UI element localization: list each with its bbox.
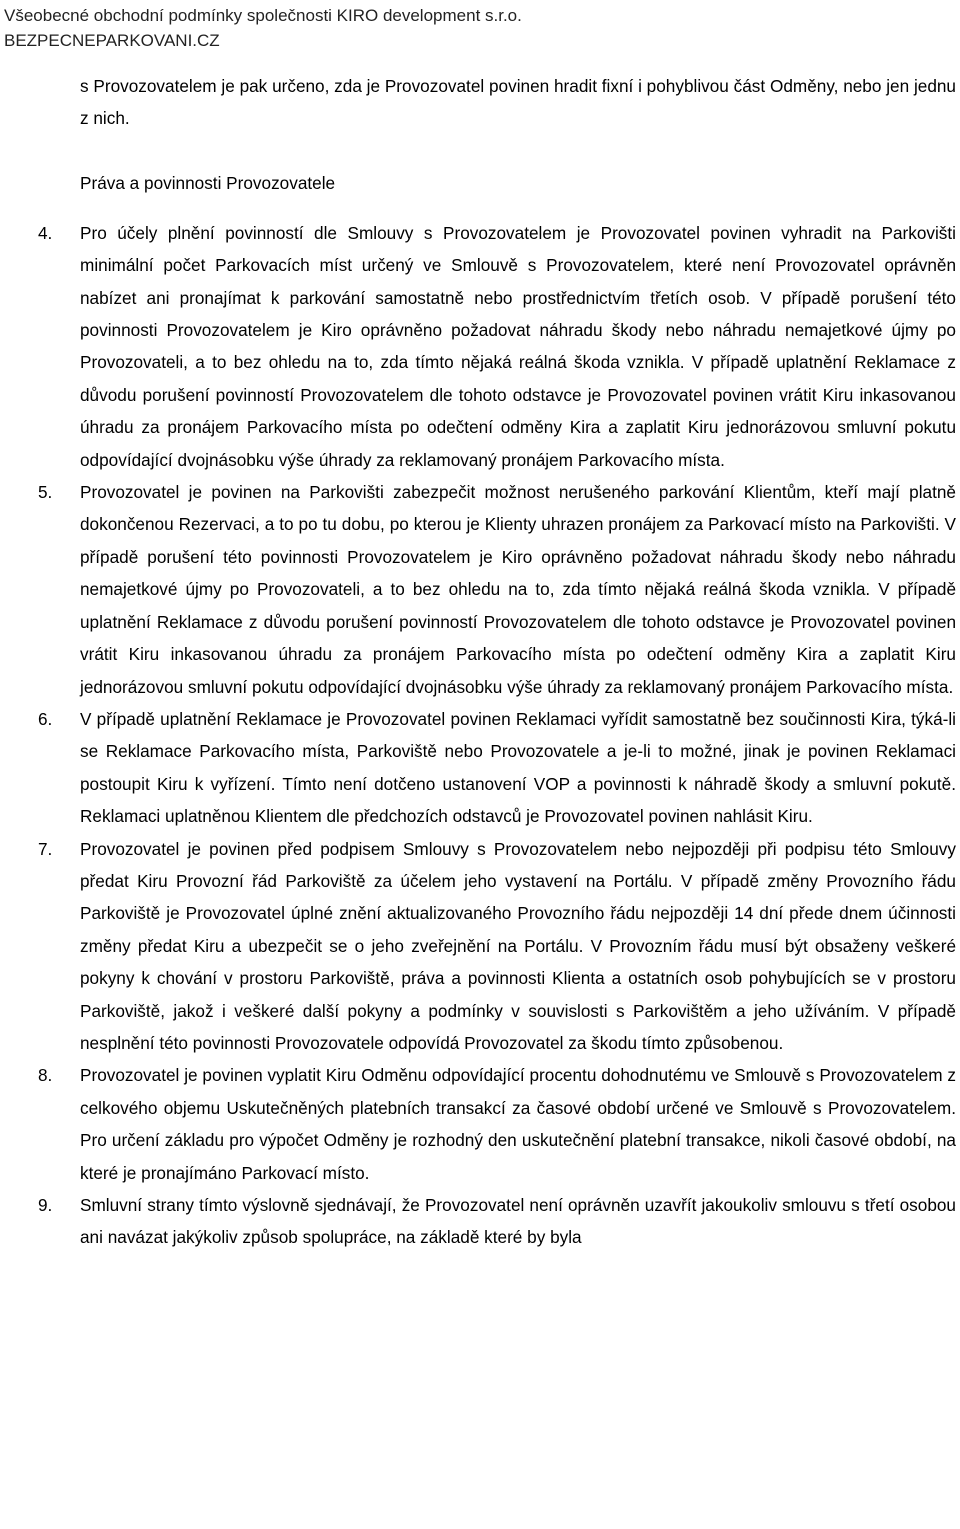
list-item <box>38 833 956 1060</box>
document-body <box>38 70 956 1254</box>
item-text: V případě uplatnění Reklamace je Provozovatel povinen Reklamaci vyřídit samostatně bez součinnosti Kira, týká-li se Reklamace Parkovacího místa, Parkoviště nebo Provozovatele a je-li to možné, jinak je povinen Reklamaci postoupit Kiru k vyřízení. Tímto není dotčeno ustanovení VOP a povinnosti k náhradě škody a smluvní pokutě. Reklamaci uplatněnou Klientem dle předchozích odstavců je Provozovatel povinen nahlásit Kiru. <box>80 708 956 827</box>
item-text: Provozovatel je povinen vyplatit Kiru Odměnu odpovídající procentu dohodnutému ve Smlouvě s Provozovatelem z celkového objemu Uskutečněných platebních transakcí za časové období určené ve Smlouvě s Provozovatelem. Pro určení základu pro výpočet Odměny je rozhodný den uskutečnění platební transakce, nikoli časové období, na které je pronajímáno Parkovací místo. <box>80 1065 956 1183</box>
header-website: BEZPECNEPARKOVANI.CZ <box>4 31 220 50</box>
list-item <box>38 1189 956 1254</box>
section-heading: Práva a povinnosti Provozovatele <box>80 172 336 193</box>
item-number: 6. <box>38 708 53 729</box>
list-item <box>38 1059 956 1189</box>
page-header <box>4 3 522 53</box>
list-item <box>38 217 956 476</box>
item-number: 4. <box>38 222 53 243</box>
header-title: Všeobecné obchodní podmínky společnosti KIRO development s.r.o. <box>4 6 522 25</box>
item-text: Provozovatel je povinen před podpisem Smlouvy s Provozovatelem nebo nejpozději při podpisu této Smlouvy předat Kiru Provozní řád Parkoviště za účelem jeho vystavení na Portálu. V případě změny Provozního řádu Parkoviště je Provozovatel úplné znění aktualizovaného Provozního řádu nejpozději 14 dní přede dnem účinnosti změny předat Kiru a ubezpečit se o jeho zveřejnění na Portálu. V Provozním řádu musí být obsaženy veškeré pokyny k chování v prostoru Parkoviště, práva a povinnosti Klienta a ostatních osob pohybujících se v prostoru Parkoviště, jakož i veškeré další pokyny a podmínky v souvislosti s Parkovištěm a jeho užíváním. V případě nesplnění této povinnosti Provozovatele odpovídá Provozovatel za škodu tímto způsobenou. <box>80 838 956 1053</box>
item-text: Provozovatel je povinen na Parkovišti zabezpečit možnost nerušeného parkování Klientům, kteří mají platně dokončenou Rezervaci, a to po tu dobu, po kterou je Klienty uhrazen pronájem za Parkovací místo na Parkovišti. V případě porušení této povinnosti Provozovatelem je Kiro oprávněno požadovat náhradu škody nebo náhradu nemajetkové újmy po Provozovateli, a to bez ohledu na to, zda tímto nějaká reálná škoda vznikla. V případě uplatnění Reklamace z důvodu porušení povinností Provozovatelem dle tohoto odstavce je Provozovatel povinen vrátit Kiru inkasovanou úhradu za pronájem Parkovacího místa po odečtení odměny Kira a zaplatit Kiru jednorázovou smluvní pokutu odpovídající dvojnásobku výše úhrady za reklamovaný pronájem Parkovacího místa. <box>80 482 956 697</box>
item-number: 8. <box>38 1065 53 1086</box>
item-number: 7. <box>38 838 53 859</box>
item-text: Smluvní strany tímto výslovně sjednávají, že Provozovatel není oprávněn uzavřít jakoukoliv smlouvu s třetí osobou ani navázat jakýkoliv způsob spolupráce, na základě které by byla <box>80 1195 956 1248</box>
intro-paragraph: s Provozovatelem je pak určeno, zda je Provozovatel povinen hradit fixní i pohyblivou část Odměny, nebo jen jednu z nich. <box>80 76 956 129</box>
item-number: 5. <box>38 482 53 503</box>
list-item <box>38 476 956 703</box>
list-item <box>38 703 956 833</box>
item-number: 9. <box>38 1195 53 1215</box>
item-text: Pro účely plnění povinností dle Smlouvy s Provozovatelem je Provozovatel povinen vyhradit na Parkovišti minimální počet Parkovacích míst určený ve Smlouvě s Provozovatelem, které není Provozovatel oprávněn nabízet ani pronajímat k parkování samostatně nebo prostřednictvím třetích osob. V případě porušení této povinnosti Provozovatelem je Kiro oprávněno požadovat náhradu škody nebo náhradu nemajetkové újmy po Provozovateli, a to bez ohledu na to, zda tímto nějaká reálná škoda vznikla. V případě uplatnění Reklamace z důvodu porušení povinností Provozovatelem dle tohoto odstavce je Provozovatel povinen vrátit Kiru inkasovanou úhradu za pronájem Parkovacího místa po odečtení odměny Kira a zaplatit Kiru jednorázovou smluvní pokutu odpovídající dvojnásobku výše úhrady za reklamovaný pronájem Parkovacího místa. <box>80 222 956 470</box>
